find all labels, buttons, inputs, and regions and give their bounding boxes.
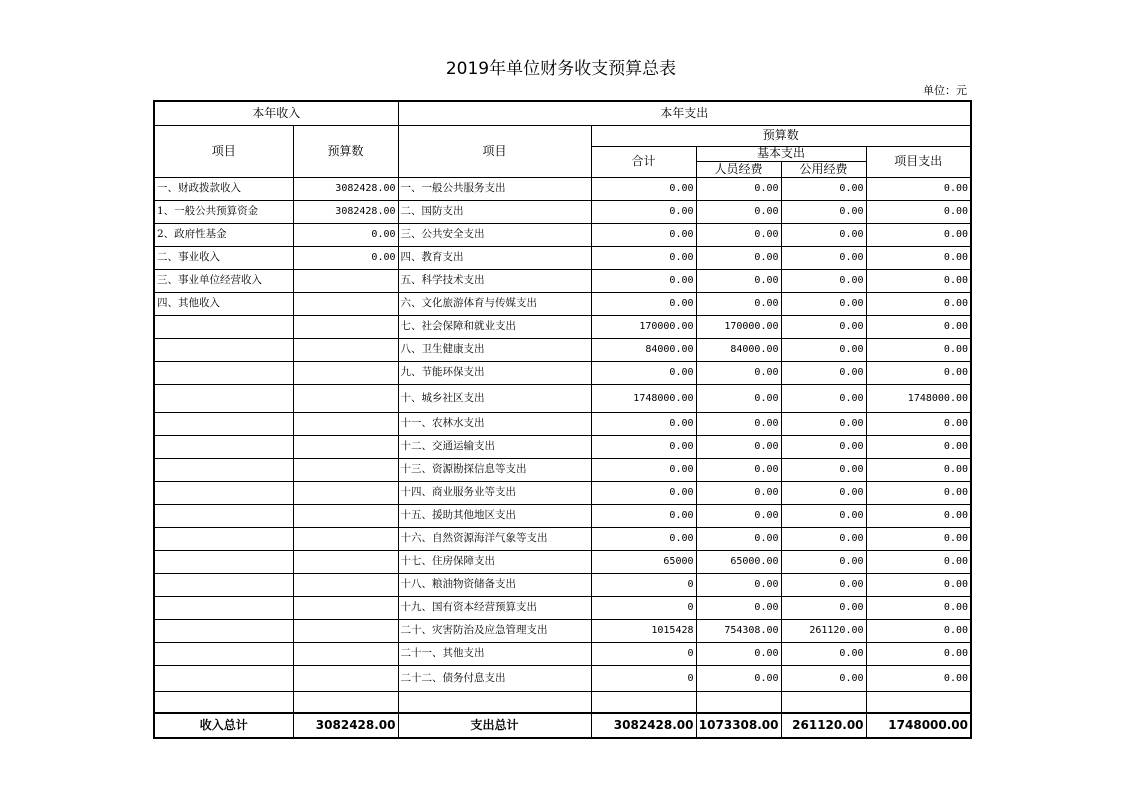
- expense-personnel-cell: 0.00: [696, 665, 781, 691]
- expense-total-cell: 0.00: [591, 504, 696, 527]
- expense-total-label: 支出总计: [398, 713, 591, 738]
- income-amount-cell: [293, 504, 398, 527]
- expense-public-cell: 0.00: [781, 435, 866, 458]
- expense-item-cell: 十五、援助其他地区支出: [398, 504, 591, 527]
- expense-personnel-cell: 0.00: [696, 177, 781, 200]
- expense-project-cell: 0.00: [866, 200, 971, 223]
- expense-total-cell: 0.00: [591, 458, 696, 481]
- expense-item-cell: 七、社会保障和就业支出: [398, 315, 591, 338]
- table-row: [154, 200, 971, 223]
- expense-item-header: 项目: [398, 125, 591, 177]
- project-expense-header: 项目支出: [866, 146, 971, 177]
- expense-public-cell: 0.00: [781, 504, 866, 527]
- expense-total-cell: 0.00: [591, 177, 696, 200]
- income-amount-cell: [293, 619, 398, 642]
- expense-section-header: 本年支出: [398, 101, 971, 125]
- expense-item-cell: [398, 691, 591, 713]
- income-amount-cell: [293, 458, 398, 481]
- expense-total-cell: 170000.00: [591, 315, 696, 338]
- table-row: [154, 596, 971, 619]
- expense-personnel-cell: 0.00: [696, 596, 781, 619]
- table-row: [154, 691, 971, 713]
- income-amount-cell: [293, 435, 398, 458]
- table-row: [154, 292, 971, 315]
- expense-total-cell: 84000.00: [591, 338, 696, 361]
- expense-total-cell: 0.00: [591, 412, 696, 435]
- income-item-cell: 二、事业收入: [154, 246, 293, 269]
- table-row: [154, 384, 971, 412]
- expense-personnel-cell: 0.00: [696, 412, 781, 435]
- unit-label: 单位：元: [923, 84, 967, 97]
- income-amount-cell: [293, 315, 398, 338]
- expense-public-cell: 0.00: [781, 665, 866, 691]
- income-item-cell: [154, 384, 293, 412]
- income-amount-cell: [293, 361, 398, 384]
- expense-public-cell: 0.00: [781, 292, 866, 315]
- expense-personnel-cell: 0.00: [696, 573, 781, 596]
- income-item-cell: [154, 665, 293, 691]
- income-amount-cell: [293, 573, 398, 596]
- table-row: [154, 550, 971, 573]
- expense-project-cell: 0.00: [866, 269, 971, 292]
- income-item-cell: [154, 691, 293, 713]
- expense-project-cell: 0.00: [866, 642, 971, 665]
- table-row: [154, 504, 971, 527]
- expense-public-cell: 0.00: [781, 527, 866, 550]
- expense-item-cell: 五、科学技术支出: [398, 269, 591, 292]
- public-header: 公用经费: [781, 161, 866, 177]
- income-item-cell: [154, 361, 293, 384]
- expense-item-cell: 十九、国有资本经营预算支出: [398, 596, 591, 619]
- expense-item-cell: 十七、住房保障支出: [398, 550, 591, 573]
- income-item-cell: [154, 619, 293, 642]
- table-row: [154, 527, 971, 550]
- expense-total-public: 261120.00: [781, 713, 866, 738]
- expense-total-cell: 0: [591, 665, 696, 691]
- expense-public-cell: 0.00: [781, 223, 866, 246]
- expense-item-cell: 十八、粮油物资储备支出: [398, 573, 591, 596]
- expense-total-cell: 0: [591, 642, 696, 665]
- expense-personnel-cell: 0.00: [696, 361, 781, 384]
- income-amount-cell: [293, 269, 398, 292]
- expense-project-cell: 0.00: [866, 315, 971, 338]
- income-budget-header: 预算数: [293, 125, 398, 177]
- expense-item-cell: 四、教育支出: [398, 246, 591, 269]
- expense-personnel-cell: 0.00: [696, 642, 781, 665]
- income-amount-cell: 3082428.00: [293, 200, 398, 223]
- income-item-cell: [154, 435, 293, 458]
- income-amount-cell: [293, 412, 398, 435]
- expense-personnel-cell: 0.00: [696, 223, 781, 246]
- basic-expense-header: 基本支出: [696, 146, 866, 161]
- expense-item-cell: 三、公共安全支出: [398, 223, 591, 246]
- expense-total-cell: 0.00: [591, 269, 696, 292]
- expense-item-cell: 一、一般公共服务支出: [398, 177, 591, 200]
- income-amount-cell: [293, 596, 398, 619]
- personnel-header: 人员经费: [696, 161, 781, 177]
- expense-public-cell: 0.00: [781, 361, 866, 384]
- income-total-amount: 3082428.00: [293, 713, 398, 738]
- table-row: [154, 315, 971, 338]
- expense-item-cell: 六、文化旅游体育与传媒支出: [398, 292, 591, 315]
- income-item-header: 项目: [154, 125, 293, 177]
- expense-total-cell: 0.00: [591, 292, 696, 315]
- expense-item-cell: 九、节能环保支出: [398, 361, 591, 384]
- expense-personnel-cell: 0.00: [696, 458, 781, 481]
- expense-total-cell: 0: [591, 573, 696, 596]
- expense-project-cell: 0.00: [866, 481, 971, 504]
- expense-public-cell: 0.00: [781, 481, 866, 504]
- expense-project-cell: 0.00: [866, 573, 971, 596]
- income-amount-cell: 0.00: [293, 223, 398, 246]
- expense-personnel-cell: 0.00: [696, 246, 781, 269]
- expense-item-cell: 二十一、其他支出: [398, 642, 591, 665]
- income-item-cell: 一、财政拨款收入: [154, 177, 293, 200]
- income-amount-cell: 3082428.00: [293, 177, 398, 200]
- expense-public-cell: 261120.00: [781, 619, 866, 642]
- income-total-label: 收入总计: [154, 713, 293, 738]
- expense-personnel-cell: 0.00: [696, 435, 781, 458]
- table-row: [154, 619, 971, 642]
- income-item-cell: 四、其他收入: [154, 292, 293, 315]
- expense-public-cell: 0.00: [781, 200, 866, 223]
- income-amount-cell: [293, 527, 398, 550]
- income-item-cell: [154, 504, 293, 527]
- expense-project-cell: 0.00: [866, 596, 971, 619]
- expense-total-cell: 1748000.00: [591, 384, 696, 412]
- income-item-cell: [154, 315, 293, 338]
- expense-public-cell: 0.00: [781, 550, 866, 573]
- expense-item-cell: 十、城乡社区支出: [398, 384, 591, 412]
- income-amount-cell: [293, 642, 398, 665]
- expense-project-cell: 0.00: [866, 292, 971, 315]
- budget-group-header: 预算数: [591, 125, 971, 146]
- income-item-cell: 1、一般公共预算资金: [154, 200, 293, 223]
- page-title: 2019年单位财务收支预算总表: [445, 59, 677, 79]
- income-amount-cell: [293, 481, 398, 504]
- expense-public-cell: 0.00: [781, 269, 866, 292]
- expense-project-cell: 1748000.00: [866, 384, 971, 412]
- income-amount-cell: [293, 665, 398, 691]
- expense-item-cell: 十四、商业服务业等支出: [398, 481, 591, 504]
- table-row: [154, 573, 971, 596]
- expense-public-cell: 0.00: [781, 338, 866, 361]
- expense-project-cell: 0.00: [866, 177, 971, 200]
- expense-total-cell: 0.00: [591, 246, 696, 269]
- expense-personnel-cell: 0.00: [696, 200, 781, 223]
- income-section-header: 本年收入: [154, 101, 398, 125]
- table-row: [154, 246, 971, 269]
- expense-total-cell: 0.00: [591, 200, 696, 223]
- expense-item-cell: 十六、自然资源海洋气象等支出: [398, 527, 591, 550]
- income-amount-cell: [293, 338, 398, 361]
- income-amount-cell: [293, 691, 398, 713]
- budget-table: [153, 100, 972, 739]
- expense-personnel-cell: 0.00: [696, 269, 781, 292]
- expense-project-cell: 0.00: [866, 550, 971, 573]
- expense-personnel-cell: 0.00: [696, 384, 781, 412]
- expense-personnel-cell: 0.00: [696, 481, 781, 504]
- table-row: [154, 458, 971, 481]
- expense-project-cell: 0.00: [866, 361, 971, 384]
- expense-total-cell: [591, 691, 696, 713]
- expense-public-cell: 0.00: [781, 384, 866, 412]
- expense-public-cell: 0.00: [781, 458, 866, 481]
- table-row: [154, 435, 971, 458]
- expense-project-cell: [866, 691, 971, 713]
- expense-project-cell: 0.00: [866, 504, 971, 527]
- expense-item-cell: 十一、农林水支出: [398, 412, 591, 435]
- expense-total-cell: 0.00: [591, 223, 696, 246]
- expense-item-cell: 十二、交通运输支出: [398, 435, 591, 458]
- income-item-cell: [154, 573, 293, 596]
- income-item-cell: 三、事业单位经营收入: [154, 269, 293, 292]
- income-amount-cell: [293, 292, 398, 315]
- expense-total-cell: 0.00: [591, 361, 696, 384]
- expense-public-cell: 0.00: [781, 573, 866, 596]
- expense-total-sum: 3082428.00: [591, 713, 696, 738]
- expense-personnel-cell: 0.00: [696, 292, 781, 315]
- expense-project-cell: 0.00: [866, 665, 971, 691]
- expense-project-cell: 0.00: [866, 412, 971, 435]
- table-body: [154, 177, 971, 713]
- income-item-cell: [154, 527, 293, 550]
- income-amount-cell: [293, 384, 398, 412]
- expense-project-cell: 0.00: [866, 246, 971, 269]
- expense-total-cell: 65000: [591, 550, 696, 573]
- expense-total-cell: 0: [591, 596, 696, 619]
- income-amount-cell: 0.00: [293, 246, 398, 269]
- table-row: [154, 481, 971, 504]
- expense-project-cell: 0.00: [866, 527, 971, 550]
- income-item-cell: [154, 550, 293, 573]
- table-row: [154, 177, 971, 200]
- expense-public-cell: 0.00: [781, 642, 866, 665]
- expense-personnel-cell: 84000.00: [696, 338, 781, 361]
- expense-total-personnel: 1073308.00: [696, 713, 781, 738]
- expense-item-cell: 十三、资源勘探信息等支出: [398, 458, 591, 481]
- expense-personnel-cell: [696, 691, 781, 713]
- income-item-cell: [154, 596, 293, 619]
- table-row: [154, 412, 971, 435]
- expense-personnel-cell: 65000.00: [696, 550, 781, 573]
- expense-project-cell: 0.00: [866, 458, 971, 481]
- expense-total-cell: 1015428: [591, 619, 696, 642]
- expense-project-cell: 0.00: [866, 223, 971, 246]
- income-item-cell: [154, 481, 293, 504]
- table-row: [154, 665, 971, 691]
- expense-item-cell: 二、国防支出: [398, 200, 591, 223]
- expense-public-cell: 0.00: [781, 412, 866, 435]
- expense-public-cell: 0.00: [781, 315, 866, 338]
- expense-personnel-cell: 0.00: [696, 504, 781, 527]
- expense-public-cell: [781, 691, 866, 713]
- expense-personnel-cell: 170000.00: [696, 315, 781, 338]
- table-row: [154, 642, 971, 665]
- expense-public-cell: 0.00: [781, 246, 866, 269]
- income-item-cell: [154, 338, 293, 361]
- expense-public-cell: 0.00: [781, 177, 866, 200]
- expense-project-cell: 0.00: [866, 435, 971, 458]
- expense-project-cell: 0.00: [866, 619, 971, 642]
- table-row: [154, 338, 971, 361]
- income-item-cell: [154, 412, 293, 435]
- income-item-cell: 2、政府性基金: [154, 223, 293, 246]
- total-header: 合计: [591, 146, 696, 177]
- expense-personnel-cell: 754308.00: [696, 619, 781, 642]
- expense-item-cell: 八、卫生健康支出: [398, 338, 591, 361]
- expense-item-cell: 二十、灾害防治及应急管理支出: [398, 619, 591, 642]
- expense-total-cell: 0.00: [591, 435, 696, 458]
- expense-project-cell: 0.00: [866, 338, 971, 361]
- expense-personnel-cell: 0.00: [696, 527, 781, 550]
- expense-item-cell: 二十二、债务付息支出: [398, 665, 591, 691]
- expense-public-cell: 0.00: [781, 596, 866, 619]
- table-row: [154, 269, 971, 292]
- expense-total-cell: 0.00: [591, 481, 696, 504]
- income-item-cell: [154, 458, 293, 481]
- table-row: [154, 361, 971, 384]
- income-item-cell: [154, 642, 293, 665]
- income-amount-cell: [293, 550, 398, 573]
- expense-total-cell: 0.00: [591, 527, 696, 550]
- table-row: [154, 223, 971, 246]
- expense-total-project: 1748000.00: [866, 713, 971, 738]
